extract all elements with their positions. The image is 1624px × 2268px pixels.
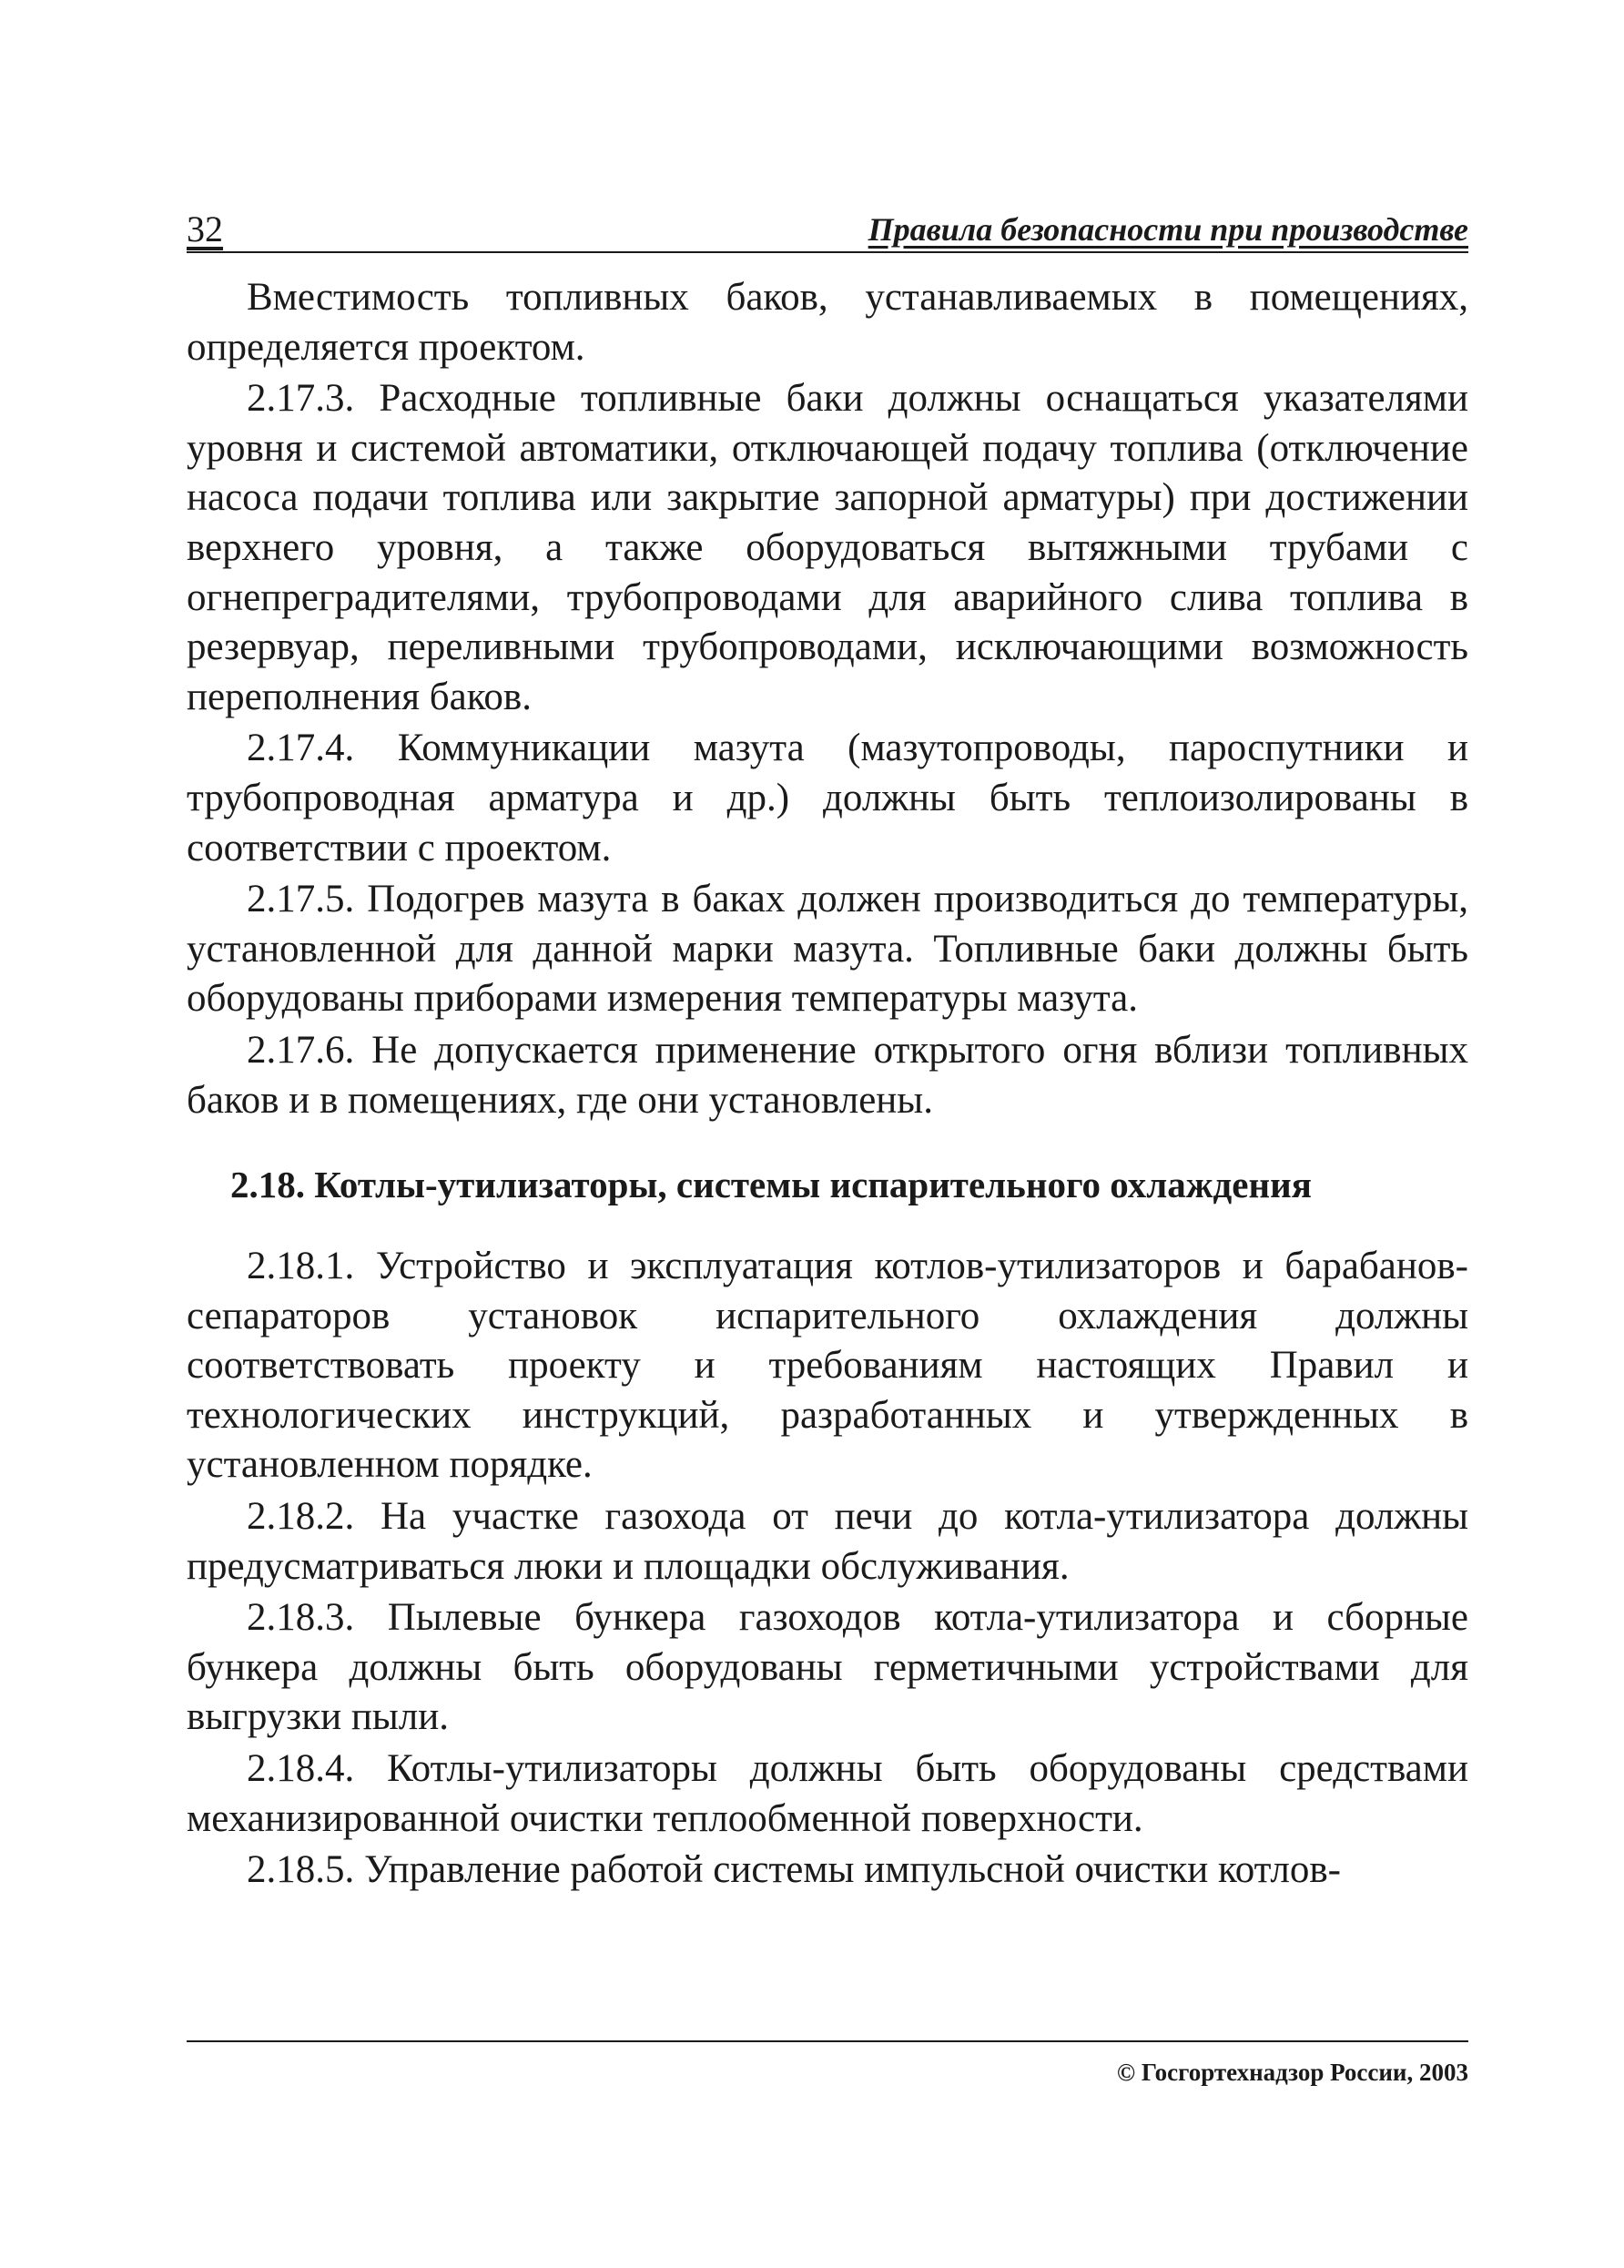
paragraph-2-17-3: 2.17.3. Расходные топливные баки должны оснащаться указателями уровня и системой автоматики, отключающей подачу топлива (отключение насоса подачи топлива или закрытие запорной арматуры) при достижении верхнего уровня, а также оборудоваться вытяжными трубами с огнепреградителями, трубопроводами для аварийного слива топлива в резервуар, переливными трубопроводами, исключающими возможность переполнения баков. (187, 377, 1468, 718)
paragraph-2-18-2: 2.18.2. На участке газохода от печи до котла-утилизатора должны предусматриваться люки и площадки обслуживания. (187, 1495, 1468, 1588)
paragraph-2-18-4: 2.18.4. Котлы-утилизаторы должны быть оборудованы средствами механизированной очистки теплообменной поверхности. (187, 1747, 1468, 1840)
paragraph-2-18-5: 2.18.5. Управление работой системы импульсной очистки котлов- (247, 1848, 1341, 1892)
paragraph-tank-capacity: Вместимость топливных баков, устанавливаемых в помещениях, определяется проектом. (187, 276, 1468, 369)
footer-rule (187, 2040, 1468, 2042)
section-heading-2-18: 2.18. Котлы-утилизаторы, системы испарительного охлаждения (230, 1164, 1312, 1206)
running-title: Правила безопасности при производстве (868, 211, 1468, 248)
paragraph-2-17-5: 2.17.5. Подогрев мазута в баках должен производиться до температуры, установленной для данной марки мазута. Топливные баки должны быть оборудованы приборами измерения температуры мазута. (187, 878, 1468, 1021)
page-number: 32 (187, 208, 223, 249)
paragraph-2-17-4: 2.17.4. Коммуникации мазута (мазутопроводы, пароспутники и трубопроводная арматура и др.) должны быть теплоизолированы в соответствии с проектом. (187, 727, 1468, 870)
document-page (187, 208, 1468, 2156)
paragraph-2-17-6: 2.17.6. Не допускается применение открытого огня вблизи топливных баков и в помещениях, где они установлены. (187, 1028, 1468, 1122)
running-header (187, 208, 1468, 253)
paragraph-2-18-3: 2.18.3. Пылевые бункера газоходов котла-утилизатора и сборные бункера должны быть оборудованы герметичными устройствами для выгрузки пыли. (187, 1596, 1468, 1739)
body-text (187, 273, 1468, 1897)
paragraph-2-18-1: 2.18.1. Устройство и эксплуатация котлов-утилизаторов и барабанов-сепараторов установок испарительного охлаждения должны соответствовать проекту и требованиям настоящих Правил и технологических инструкций, разработанных и утвержденных в установленном порядке. (187, 1245, 1468, 1487)
footer-copyright: © Госгортехнадзор России, 2003 (1116, 2059, 1468, 2086)
